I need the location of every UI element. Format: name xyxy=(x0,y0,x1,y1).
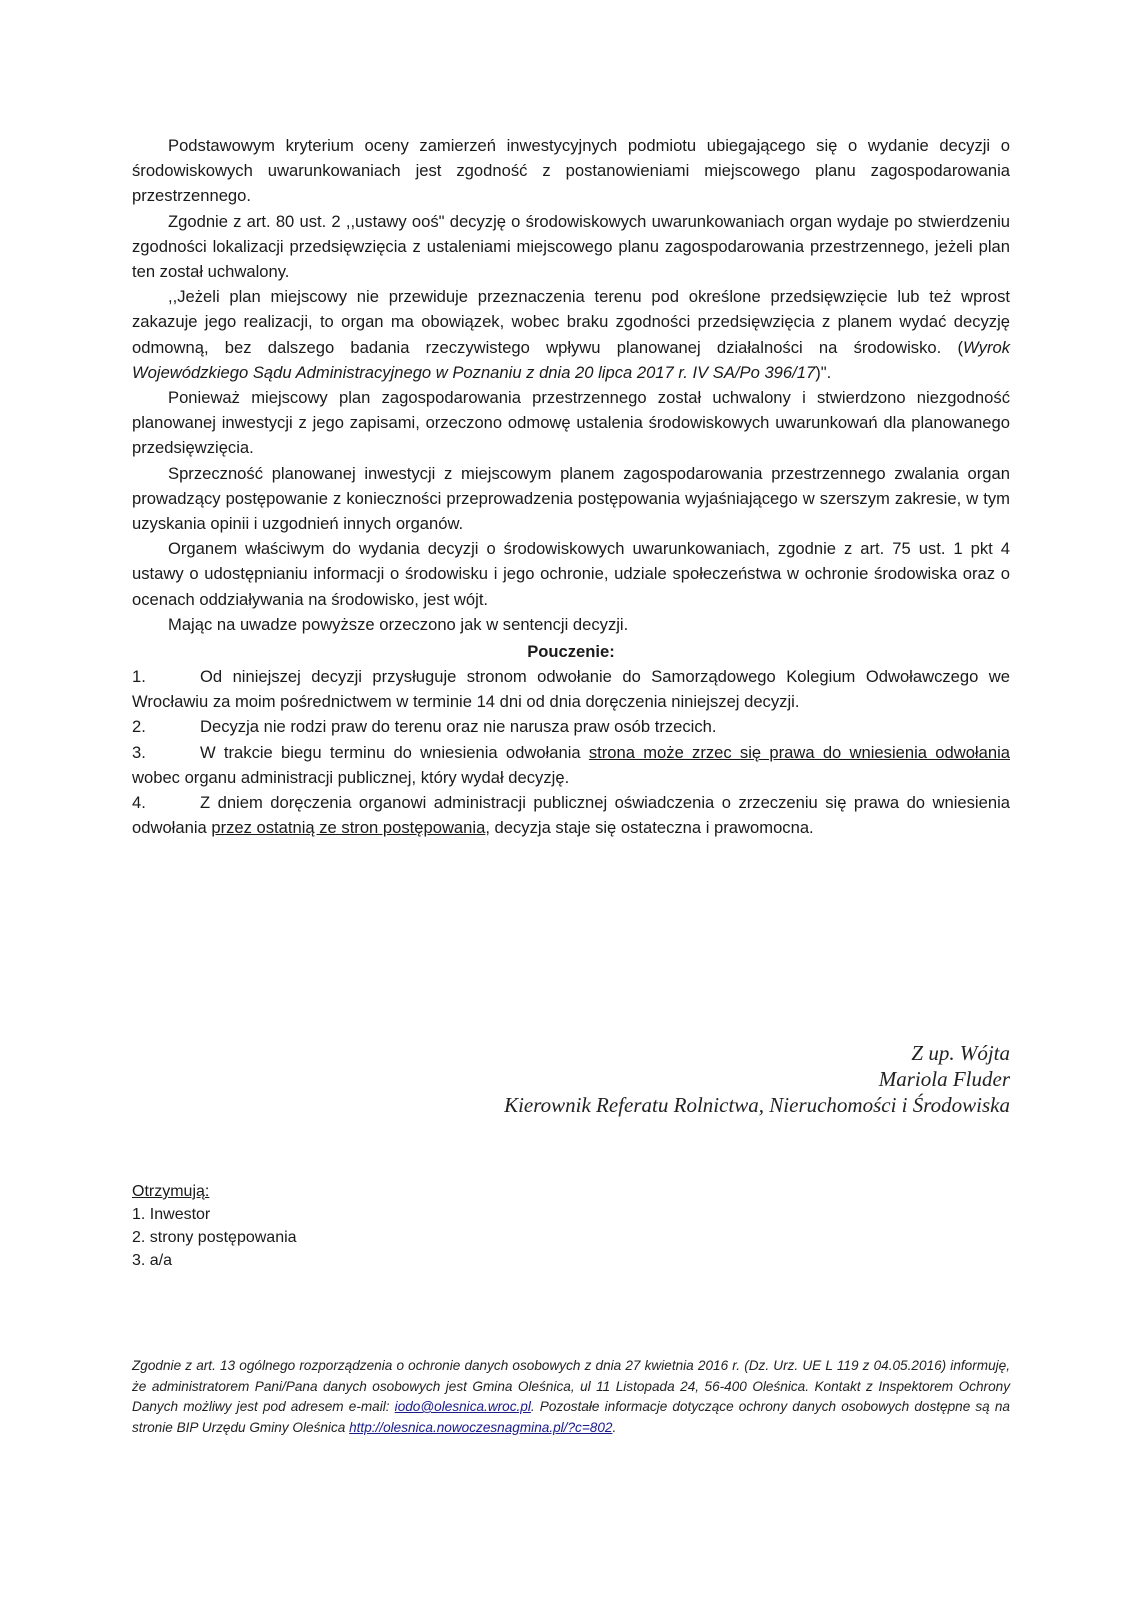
quote-text: ,,Jeżeli plan miejscowy nie przewiduje przeznaczenia terenu pod określone przedsięwzięcie lub też wprost zakazuje jego realizacji, to organ ma obowiązek, wobec braku zgodności przedsięwzięcia z planem wydać decyzję odmowną, bez dalszego badania rzeczywistego wpływu planowanej działalności na środowisko. ( xyxy=(132,287,1010,357)
gdpr-text-end: . xyxy=(612,1419,617,1435)
recipient-item: 3. a/a xyxy=(132,1252,173,1269)
item-text-end: , decyzja staje się ostateczna i prawomocna. xyxy=(485,818,814,838)
item-number: 4. xyxy=(132,793,146,813)
recipients-title: Otrzymują: xyxy=(132,1183,210,1200)
court-citation: Wyrok Wojewódzkiego Sądu Administracyjnego w Poznaniu z dnia 20 lipca 2017 r. IV SA/Po 396/17 xyxy=(132,337,1010,382)
recipient-item: 1. Inwestor xyxy=(132,1206,211,1223)
pouczenie-heading: Pouczenie: xyxy=(527,642,615,662)
gdpr-text-continued: . Pozostałe informacje dotyczące ochrony danych osobowych dostępne są na stronie BIP Urzędu Gminy Oleśnica xyxy=(132,1399,1010,1435)
gdpr-notice xyxy=(132,1356,1010,1438)
paragraph-competent-authority: Organem właściwym do wydania decyzji o środowiskowych uwarunkowaniach, zgodnie z art. 75 ust. 1 pkt 4 ustawy o udostępnianiu informacji o środowisku i jego ochronie, udziale społeczeństwa w ochronie środowiska oraz o ocenach oddziaływania na środowisko, jest wójt. xyxy=(132,539,1010,609)
document-body xyxy=(132,133,1010,840)
item-number: 2. xyxy=(132,717,146,737)
signature-authorization: Z up. Wójta xyxy=(911,1041,1010,1065)
pouczenie-item xyxy=(132,740,1010,790)
pouczenie-item xyxy=(132,664,1010,714)
item-text-end: wobec organu administracji publicznej, który wydał decyzję. xyxy=(132,767,570,787)
item-text: Decyzja nie rodzi praw do terenu oraz nie narusza praw osób trzecich. xyxy=(200,717,717,737)
signature-name: Mariola Fluder xyxy=(878,1067,1010,1091)
gdpr-text: Zgodnie z art. 13 ogólnego rozporządzenia o ochronie danych osobowych z dnia 27 kwietnia 2016 r. (Dz. Urz. UE L 119 z 04.05.2016) informuję, że administratorem Pani/Pana danych osobowych jest Gmina Oleśnica, ul 11 Listopada 24, 56-400 Oleśnica. Kontakt z Inspektorem Ochrony Danych możliwy jest pod adresem e-mail: xyxy=(132,1358,1010,1414)
quote-end: )". xyxy=(815,362,832,382)
signature-position: Kierownik Referatu Rolnictwa, Nieruchomości i Środowiska xyxy=(504,1093,1010,1117)
item-text: W trakcie biegu terminu do wniesienia odwołania xyxy=(200,742,589,762)
item-number: 3. xyxy=(132,742,146,762)
signature-block xyxy=(504,1040,1010,1118)
item-underlined-text: strona może zrzec się prawa do wniesienia odwołania xyxy=(588,742,1010,762)
paragraph-art80: Zgodnie z art. 80 ust. 2 ,,ustawy ooś" decyzję o środowiskowych uwarunkowaniach organ wydaje po stwierdzeniu zgodności lokalizacji przedsięwzięcia z ustaleniami miejscowego planu zagospodarowania przestrzennego, jeżeli plan ten został uchwalony. xyxy=(132,211,1010,282)
pouczenie-item xyxy=(132,790,1010,840)
item-text: Z dniem doręczenia organowi administracji publicznej oświadczenia o zrzeczeniu się prawa do wniesienia odwołania xyxy=(132,793,1010,838)
recipients-list xyxy=(132,1180,297,1272)
item-text: Od niniejszej decyzji przysługuje stronom odwołanie do Samorządowego Kolegium Odwoławczego we Wrocławiu za moim pośrednictwem w terminie 14 dni od dnia doręczenia niniejszej decyzji. xyxy=(132,667,1010,712)
bip-link[interactable]: http://olesnica.nowoczesnagmina.pl/?c=802 xyxy=(349,1419,613,1435)
paragraph-refusal: Ponieważ miejscowy plan zagospodarowania przestrzennego został uchwalony i stwierdzono niezgodność planowanej inwestycji z jego zapisami, orzeczono odmowę ustalenia środowiskowych uwarunkowań dla planowanego przedsięwzięcia. xyxy=(132,388,1010,458)
recipient-item: 2. strony postępowania xyxy=(132,1229,297,1246)
pouczenie-item xyxy=(132,714,1010,739)
paragraph-conclusion: Mając na uwadze powyższe orzeczono jak w sentencji decyzji. xyxy=(168,614,629,634)
paragraph-criterion: Podstawowym kryterium oceny zamierzeń inwestycyjnych podmiotu ubiegającego się o wydanie decyzji o środowiskowych uwarunkowaniach jest zgodność z postanowieniami miejscowego planu zagospodarowania przestrzennego. xyxy=(132,136,1010,206)
item-underlined-text: przez ostatnią ze stron postępowania xyxy=(211,818,486,838)
item-number: 1. xyxy=(132,667,146,687)
paragraph-contradiction: Sprzeczność planowanej inwestycji z miejscowym planem zagospodarowania przestrzennego zwalania organ prowadzący postępowanie z konieczności przeprowadzenia postępowania wyjaśniającego w szerszym zakresie, w tym uzyskania opinii i uzgodnień innych organów. xyxy=(132,463,1010,534)
email-link[interactable]: iodo@olesnica.wroc.pl xyxy=(394,1399,531,1414)
paragraph-quote xyxy=(132,284,1010,385)
